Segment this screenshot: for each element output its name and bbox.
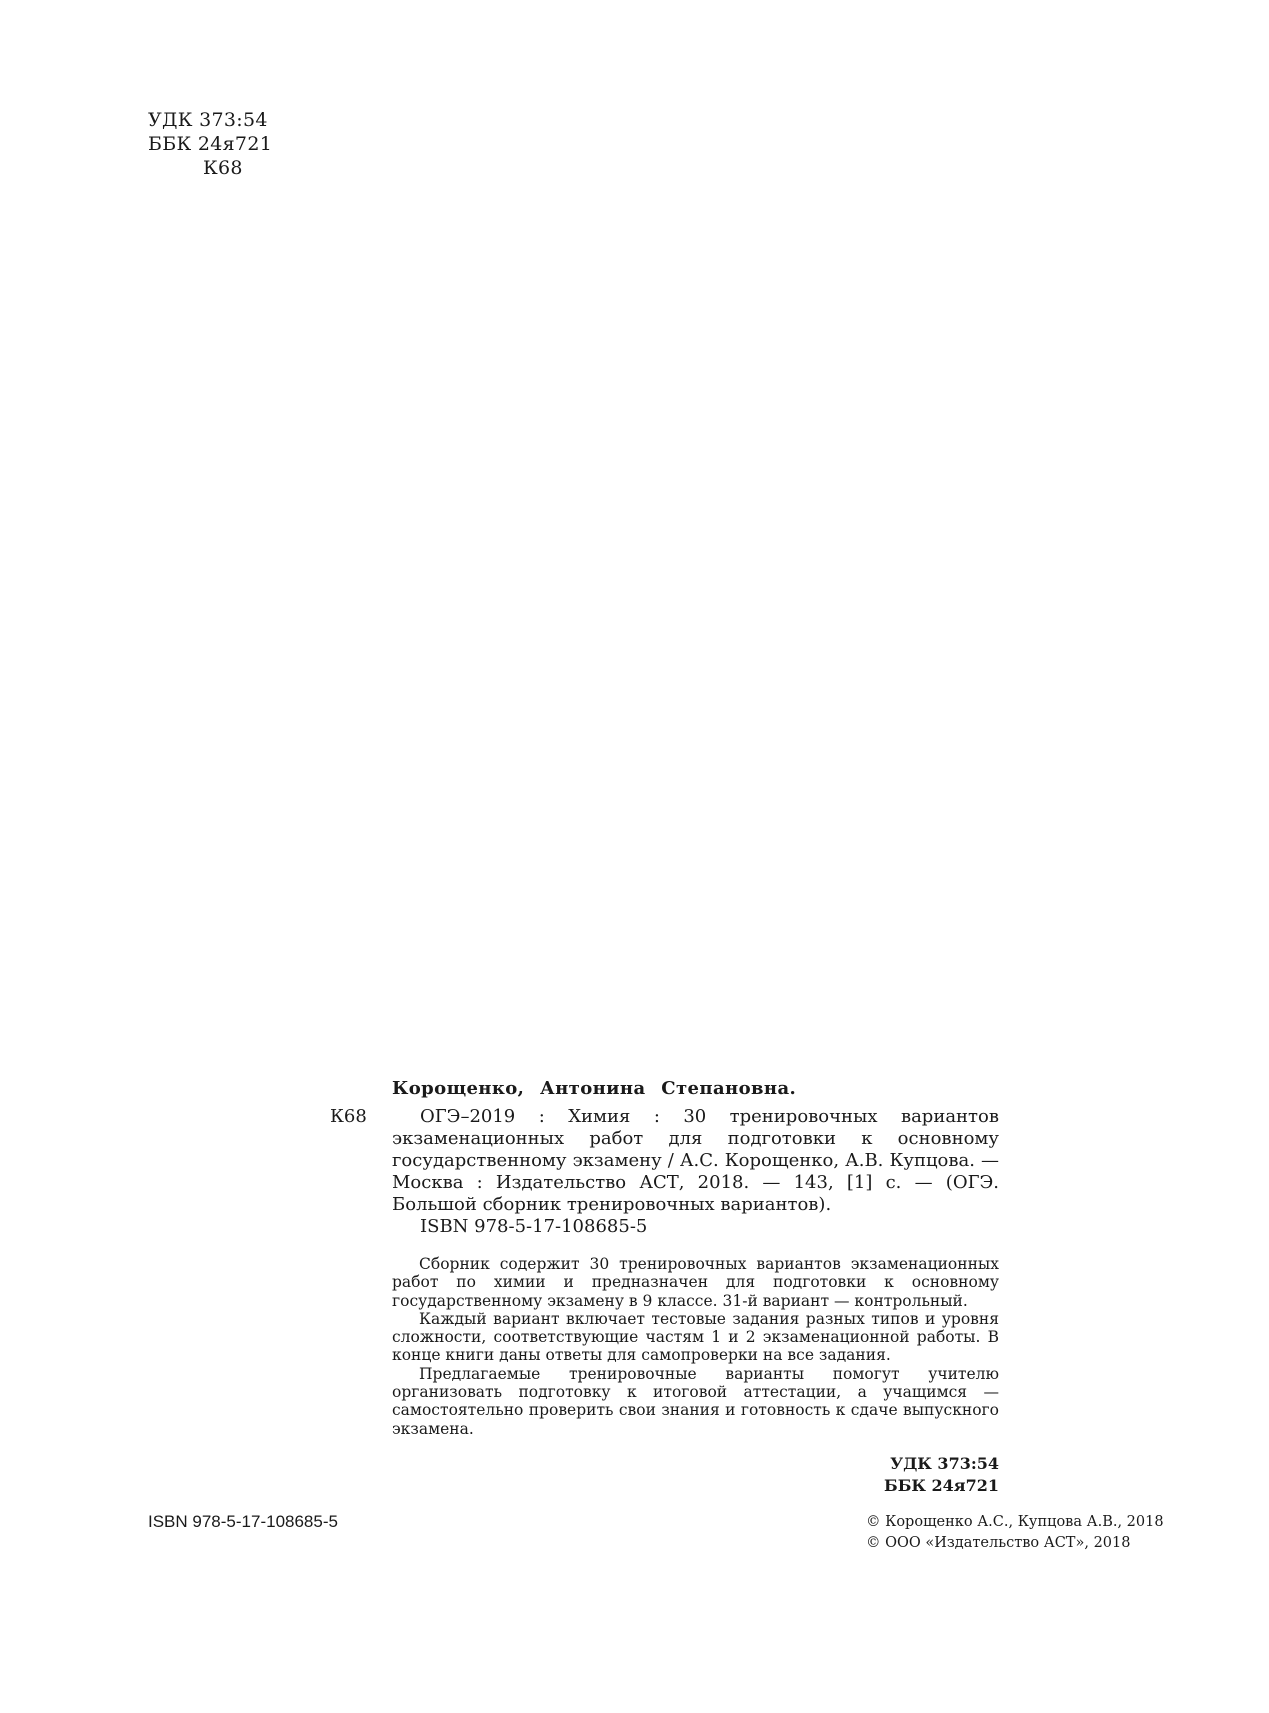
annotation-paragraph: Каждый вариант включает тестовые задания разных типов и уровня сложности, соответствующие частям 1 и 2 экзаменационной работы. В конце книги даны ответы для самопроверки на все задания. xyxy=(392,1309,999,1365)
catalog-isbn: ISBN 978-5-17-108685-5 xyxy=(420,1216,648,1237)
udk-code: УДК 373:54 xyxy=(148,109,268,131)
bbk-code: ББК 24я721 xyxy=(884,1476,999,1495)
bibliographic-description xyxy=(392,1106,999,1216)
annotation xyxy=(392,1255,999,1438)
udk-code: УДК 373:54 xyxy=(890,1454,999,1473)
copyright-line: © Корощенко А.С., Купцова А.В., 2018 xyxy=(866,1514,1164,1530)
copyright-notices xyxy=(866,1512,1164,1554)
annotation-paragraph: Предлагаемые тренировочные варианты помогут учителю организовать подготовку к итоговой аттестации, а учащимся — самостоятельно проверить свои знания и готовность к сдаче выпускного экзамена. xyxy=(392,1364,999,1438)
author-mark: К68 xyxy=(203,157,243,179)
copyright-line: © ООО «Издательство АСТ», 2018 xyxy=(866,1535,1131,1551)
annotation-paragraph: Сборник содержит 30 тренировочных вариантов экзаменационных работ по химии и предназначен для подготовки к основному государственному экзамену в 9 классе. 31-й вариант — контрольный. xyxy=(392,1255,999,1310)
bbk-code: ББК 24я721 xyxy=(148,133,273,155)
catalog-author-mark: К68 xyxy=(330,1106,367,1127)
bibliographic-description-text: ОГЭ–2019 : Химия : 30 тренировочных вариантов экзаменационных работ для подготовки к основному государственному экзамену / А.С. Корощенко, А.В. Купцова. — Москва : Издательство АСТ, 2018. — 143, [1] с. — (ОГЭ. Большой сборник тренировочных вариантов). xyxy=(392,1106,999,1215)
catalog-author: Корощенко, Антонина Степановна. xyxy=(392,1078,797,1099)
bottom-classification-codes xyxy=(884,1453,999,1497)
top-classification-codes xyxy=(148,108,272,180)
isbn-number: ISBN 978-5-17-108685-5 xyxy=(148,1512,338,1531)
